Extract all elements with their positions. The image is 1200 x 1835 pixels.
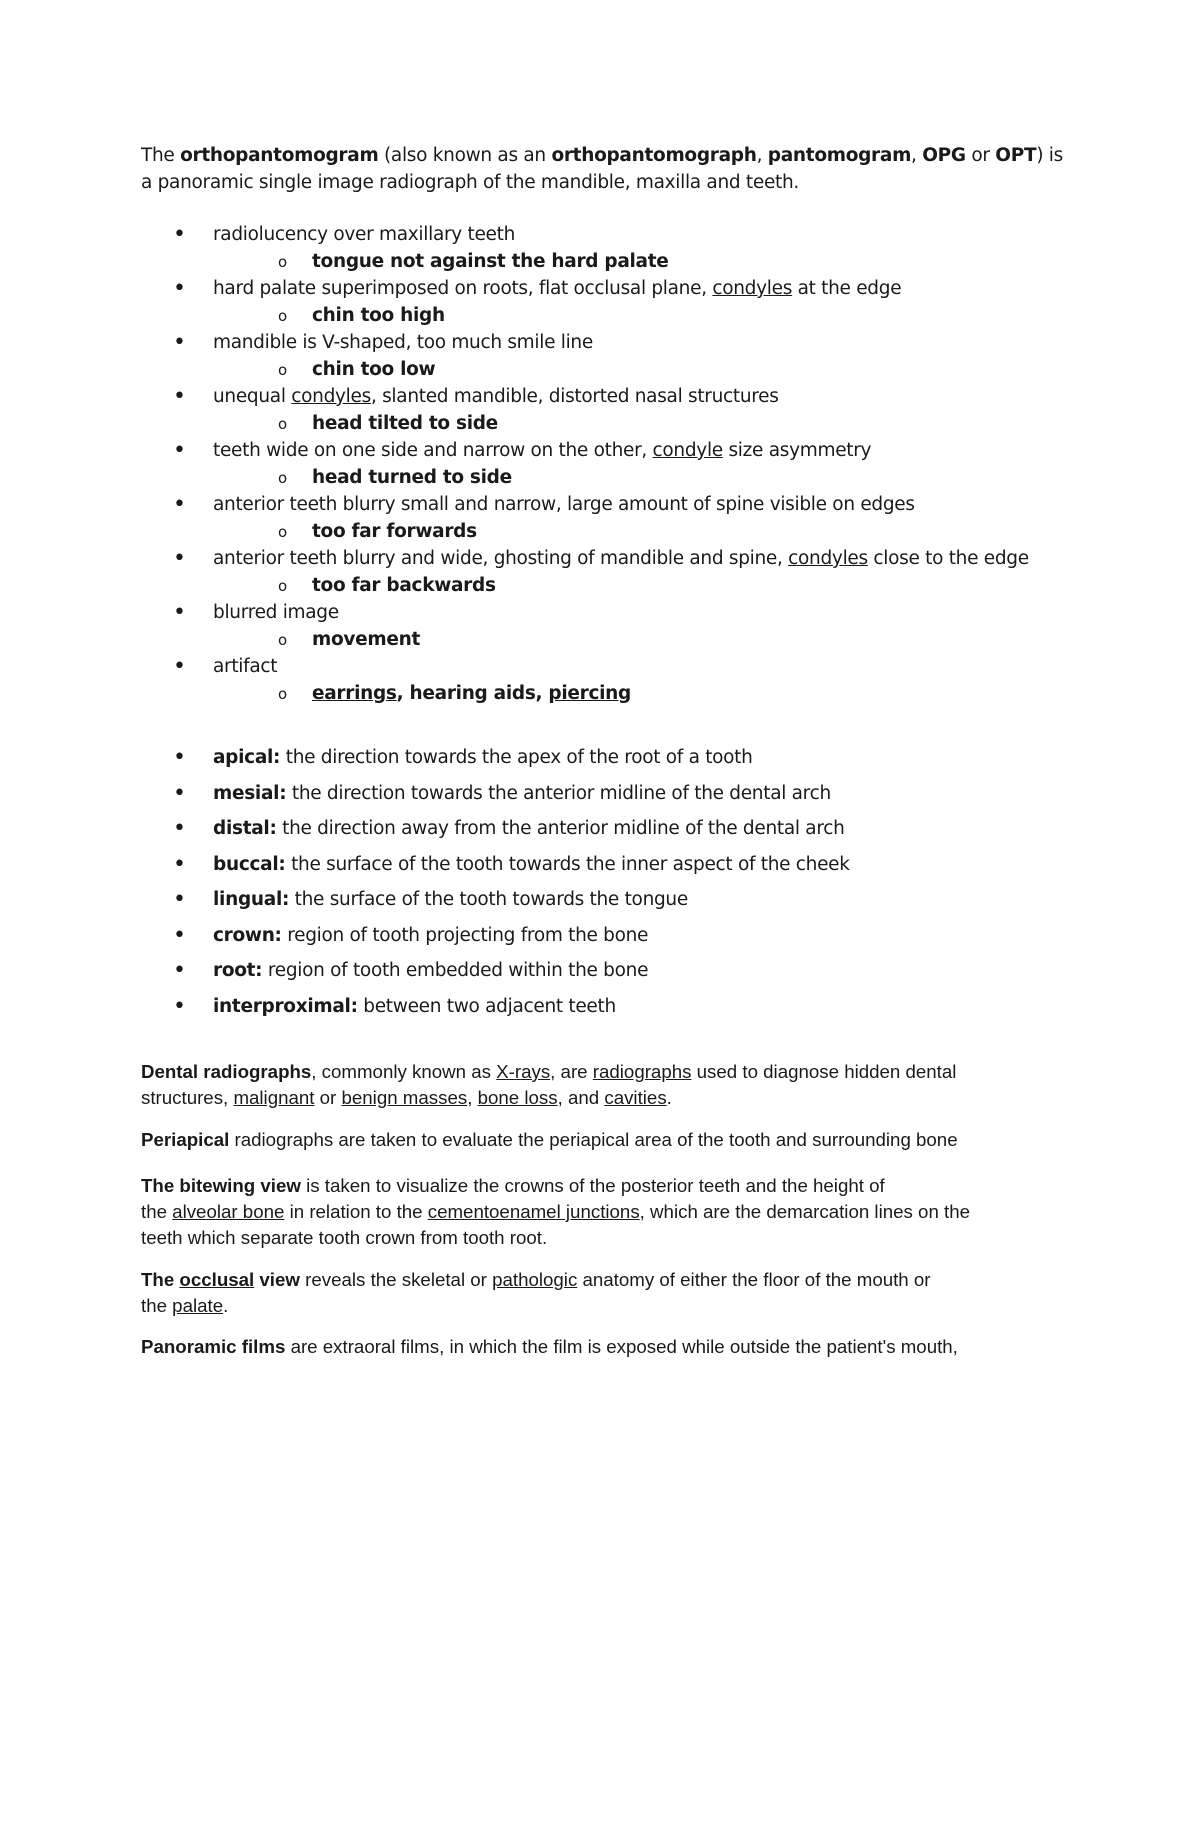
list-item-symptom [141,383,1071,410]
text: or [965,145,996,166]
text: used to diagnose hidden dental [691,1061,957,1082]
term-bitewing-view: The bitewing view [141,1175,301,1196]
sub-item-cause: o head turned to side [141,464,1071,491]
link-condyles[interactable]: condyles [291,386,371,407]
text: , and [557,1087,605,1108]
text: . [666,1087,672,1108]
text: the [141,1295,173,1316]
link-alveolar-bone[interactable]: alveolar bone [172,1201,285,1222]
text: the [141,1201,173,1222]
text: anterior teeth blurry small and narrow, large amount of spine visible on edges [213,494,915,515]
text: , which are the demarcation lines on the [639,1201,971,1222]
list-item-symptom [141,329,1071,356]
link-benign-masses[interactable]: benign masses [341,1087,468,1108]
definition-term: crown: [213,924,282,946]
text: anterior teeth blurry and wide, ghosting of mandible and spine, [213,548,789,569]
definition-text: the surface of the tooth towards the tongue [289,889,688,910]
text: , slanted mandible, distorted nasal structures [370,386,779,407]
definition-item [141,918,1071,954]
text: mandible is V-shaped, too much smile line [213,332,593,353]
definition-text: region of tooth projecting from the bone [281,924,649,946]
term-pantomogram: pantomogram [767,145,912,166]
sub-item-cause: o head tilted to side [141,410,1071,437]
list-item-symptom [141,437,1071,464]
term-orthopantomograph: orthopantomograph [551,145,757,166]
link-malignant[interactable]: malignant [233,1087,315,1108]
definition-term: interproximal: [213,995,358,1017]
link-earrings[interactable]: earrings [312,683,397,704]
intro-line-1 [141,142,1071,169]
paragraph-occlusal [141,1267,1071,1319]
text: The [141,145,181,166]
text: radiographs are taken to evaluate the periapical area of the tooth and surrounding bone [229,1129,958,1150]
sub-item-cause: o too far forwards [141,518,1071,545]
link-bone-loss[interactable]: bone loss [477,1087,558,1108]
sub-item-cause: o chin too low [141,356,1071,383]
link-occlusal[interactable]: occlusal [179,1269,255,1290]
text: size asymmetry [722,440,872,461]
link-x-rays[interactable]: X-rays [496,1061,551,1082]
term-view: view [254,1269,300,1290]
definition-item [141,882,1071,918]
text: unequal [213,386,292,407]
term-dental-radiographs: Dental radiographs [141,1061,312,1082]
sub-item-cause: o tongue not against the hard palate [141,248,1071,275]
paragraph-periapical [141,1127,1071,1153]
link-palate[interactable]: palate [172,1295,224,1316]
term-opt: OPT [995,145,1037,166]
text: ) is [1036,145,1063,166]
list-item-symptom [141,221,1071,248]
definition-item [141,953,1071,989]
definition-term: lingual: [213,889,290,910]
paragraph-bitewing [141,1173,1071,1251]
text: teeth wide on one side and narrow on the other, [213,440,653,461]
dental-terms-list [141,740,1071,1024]
text: in relation to the [284,1201,428,1222]
intro-paragraph [141,142,1071,196]
link-piercing[interactable]: piercing [548,683,631,704]
link-cavities[interactable]: cavities [604,1087,667,1108]
text: , [756,145,768,166]
text: radiolucency over maxillary teeth [213,224,516,245]
definition-item [141,847,1071,883]
sub-item-cause: o movement [141,626,1071,653]
text: at the edge [792,278,902,299]
definition-item [141,811,1071,847]
definition-text: between two adjacent teeth [357,995,616,1017]
definition-text: the direction away from the anterior midline of the dental arch [276,818,845,839]
text: , are [550,1061,593,1082]
text: or [314,1087,342,1108]
definition-term: root: [213,960,263,981]
text: reveals the skeletal or [299,1269,493,1290]
text: . [223,1295,229,1316]
list-item-symptom [141,599,1071,626]
text: blurred image [213,602,339,623]
sub-item-cause [141,680,1071,707]
definition-text: region of tooth embedded within the bone [262,960,649,981]
paragraph-dental-radiographs [141,1059,1071,1111]
positioning-errors-list [141,221,1071,707]
intro-line-2: a panoramic single image radiograph of the mandible, maxilla and teeth. [141,172,799,193]
list-item-symptom [141,275,1071,302]
definition-term: buccal: [213,853,286,875]
link-condyles[interactable]: condyles [712,278,793,299]
term-orthopantomogram: orthopantomogram [180,145,379,166]
list-item-symptom [141,653,1071,680]
text: , commonly known as [311,1061,497,1082]
sub-item-cause: o too far backwards [141,572,1071,599]
text: , [467,1087,478,1108]
text: , [911,145,923,166]
text: structures, [141,1087,234,1108]
definition-term: apical: [213,747,281,768]
link-condyles[interactable]: condyles [788,548,868,569]
sub-item-cause: o chin too high [141,302,1071,329]
text: teeth which separate tooth crown from tooth root. [141,1227,548,1248]
definition-item [141,989,1071,1025]
text: is taken to visualize the crowns of the posterior teeth and the height of [300,1175,885,1196]
paragraph-panoramic [141,1334,1071,1360]
list-item-symptom [141,545,1071,572]
term-the: The [141,1269,180,1290]
text: (also known as an [378,145,552,166]
term-panoramic-films: Panoramic films [141,1336,286,1357]
link-cementoenamel-junctions[interactable]: cementoenamel junctions [427,1201,640,1222]
text: anatomy of either the floor of the mouth or [577,1269,931,1290]
definition-term: distal: [213,818,277,839]
definition-term: mesial: [213,782,287,804]
definition-item [141,776,1071,812]
text: artifact [213,656,278,677]
link-radiographs[interactable]: radiographs [592,1061,692,1082]
definition-item [141,740,1071,776]
term-opg: OPG [922,145,966,166]
definition-text: the direction towards the apex of the root of a tooth [280,747,753,768]
text: are extraoral films, in which the film is exposed while outside the patient's mouth, [285,1336,958,1357]
definition-text: the surface of the tooth towards the inner aspect of the cheek [285,853,850,875]
link-pathologic[interactable]: pathologic [492,1269,578,1290]
definition-text: the direction towards the anterior midline of the dental arch [286,782,831,804]
term-periapical: Periapical [141,1129,230,1150]
text: close to the edge [867,548,1029,569]
list-item-symptom [141,491,1071,518]
link-condyle[interactable]: condyle [652,440,723,461]
text: hard palate superimposed on roots, flat occlusal plane, [213,278,713,299]
text: , hearing aids, [396,683,549,704]
